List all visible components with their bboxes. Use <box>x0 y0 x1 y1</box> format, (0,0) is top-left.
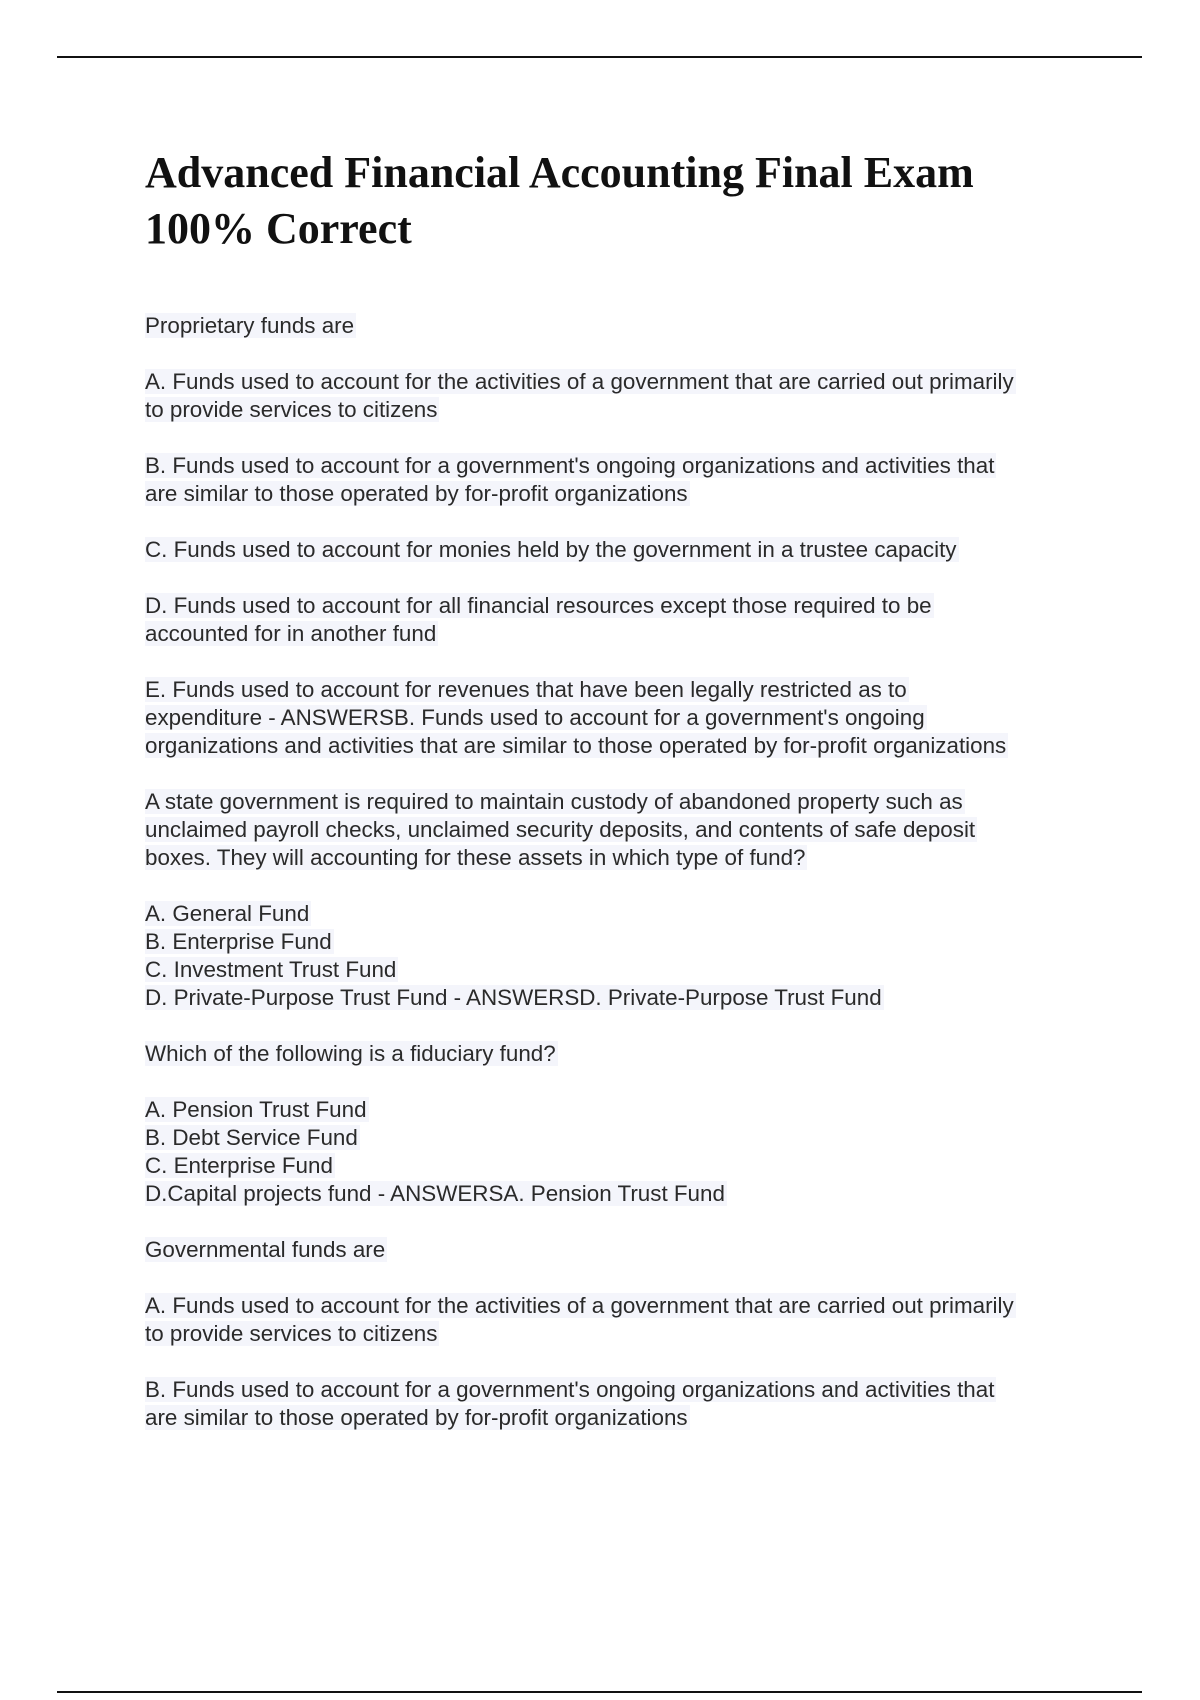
text-line: accounted for in another fund <box>145 621 437 646</box>
text-line: B. Funds used to account for a government's ongoing organizations and activities that <box>145 453 995 478</box>
text-line: C. Funds used to account for monies held by the government in a trustee capacity <box>145 537 957 562</box>
top-rule <box>57 56 1142 58</box>
question-stem <box>145 788 1095 872</box>
answer-option <box>145 536 1095 564</box>
text-line: C. Investment Trust Fund <box>145 957 397 982</box>
answer-option <box>145 1376 1095 1432</box>
text-line: boxes. They will accounting for these assets in which type of fund? <box>145 845 806 870</box>
text-line: are similar to those operated by for-profit organizations <box>145 481 688 506</box>
question-stem <box>145 312 1095 340</box>
text-line: Proprietary funds are <box>145 313 355 338</box>
answer-option <box>145 592 1095 648</box>
text-line: A. Funds used to account for the activities of a government that are carried out primarily <box>145 1293 1014 1318</box>
text-line: expenditure - ANSWERSB. Funds used to account for a government's ongoing <box>145 705 925 730</box>
text-line: A. Pension Trust Fund <box>145 1097 367 1122</box>
question-stem <box>145 1040 1095 1068</box>
document-body <box>145 312 1095 1460</box>
options-list <box>145 900 1095 1012</box>
title-line: Advanced Financial Accounting Final Exam <box>145 148 974 197</box>
text-line: Which of the following is a fiduciary fund? <box>145 1041 556 1066</box>
text-line: C. Enterprise Fund <box>145 1153 333 1178</box>
text-line: unclaimed payroll checks, unclaimed security deposits, and contents of safe deposit <box>145 817 976 842</box>
text-line: D.Capital projects fund - ANSWERSA. Pension Trust Fund <box>145 1181 725 1206</box>
text-line: are similar to those operated by for-profit organizations <box>145 1405 688 1430</box>
text-line: to provide services to citizens <box>145 1321 438 1346</box>
answer-option <box>145 1292 1095 1348</box>
text-line: to provide services to citizens <box>145 397 438 422</box>
text-line: organizations and activities that are similar to those operated by for-profit organizations <box>145 733 1007 758</box>
answer-option <box>145 452 1095 508</box>
answer-option-with-answer <box>145 676 1095 760</box>
question-stem <box>145 1236 1095 1264</box>
bottom-rule <box>57 1691 1142 1693</box>
text-line: A. General Fund <box>145 901 310 926</box>
text-line: B. Enterprise Fund <box>145 929 332 954</box>
text-line: B. Debt Service Fund <box>145 1125 358 1150</box>
text-line: A state government is required to maintain custody of abandoned property such as <box>145 789 963 814</box>
text-line: D. Funds used to account for all financial resources except those required to be <box>145 593 932 618</box>
options-list <box>145 1096 1095 1208</box>
text-line: B. Funds used to account for a government's ongoing organizations and activities that <box>145 1377 995 1402</box>
text-line: Governmental funds are <box>145 1237 386 1262</box>
answer-option <box>145 368 1095 424</box>
text-line: D. Private-Purpose Trust Fund - ANSWERSD. Private-Purpose Trust Fund <box>145 985 882 1010</box>
text-line: E. Funds used to account for revenues that have been legally restricted as to <box>145 677 907 702</box>
title-line: 100% Correct <box>145 204 412 253</box>
text-line: A. Funds used to account for the activities of a government that are carried out primarily <box>145 369 1014 394</box>
document-title <box>145 145 1125 257</box>
